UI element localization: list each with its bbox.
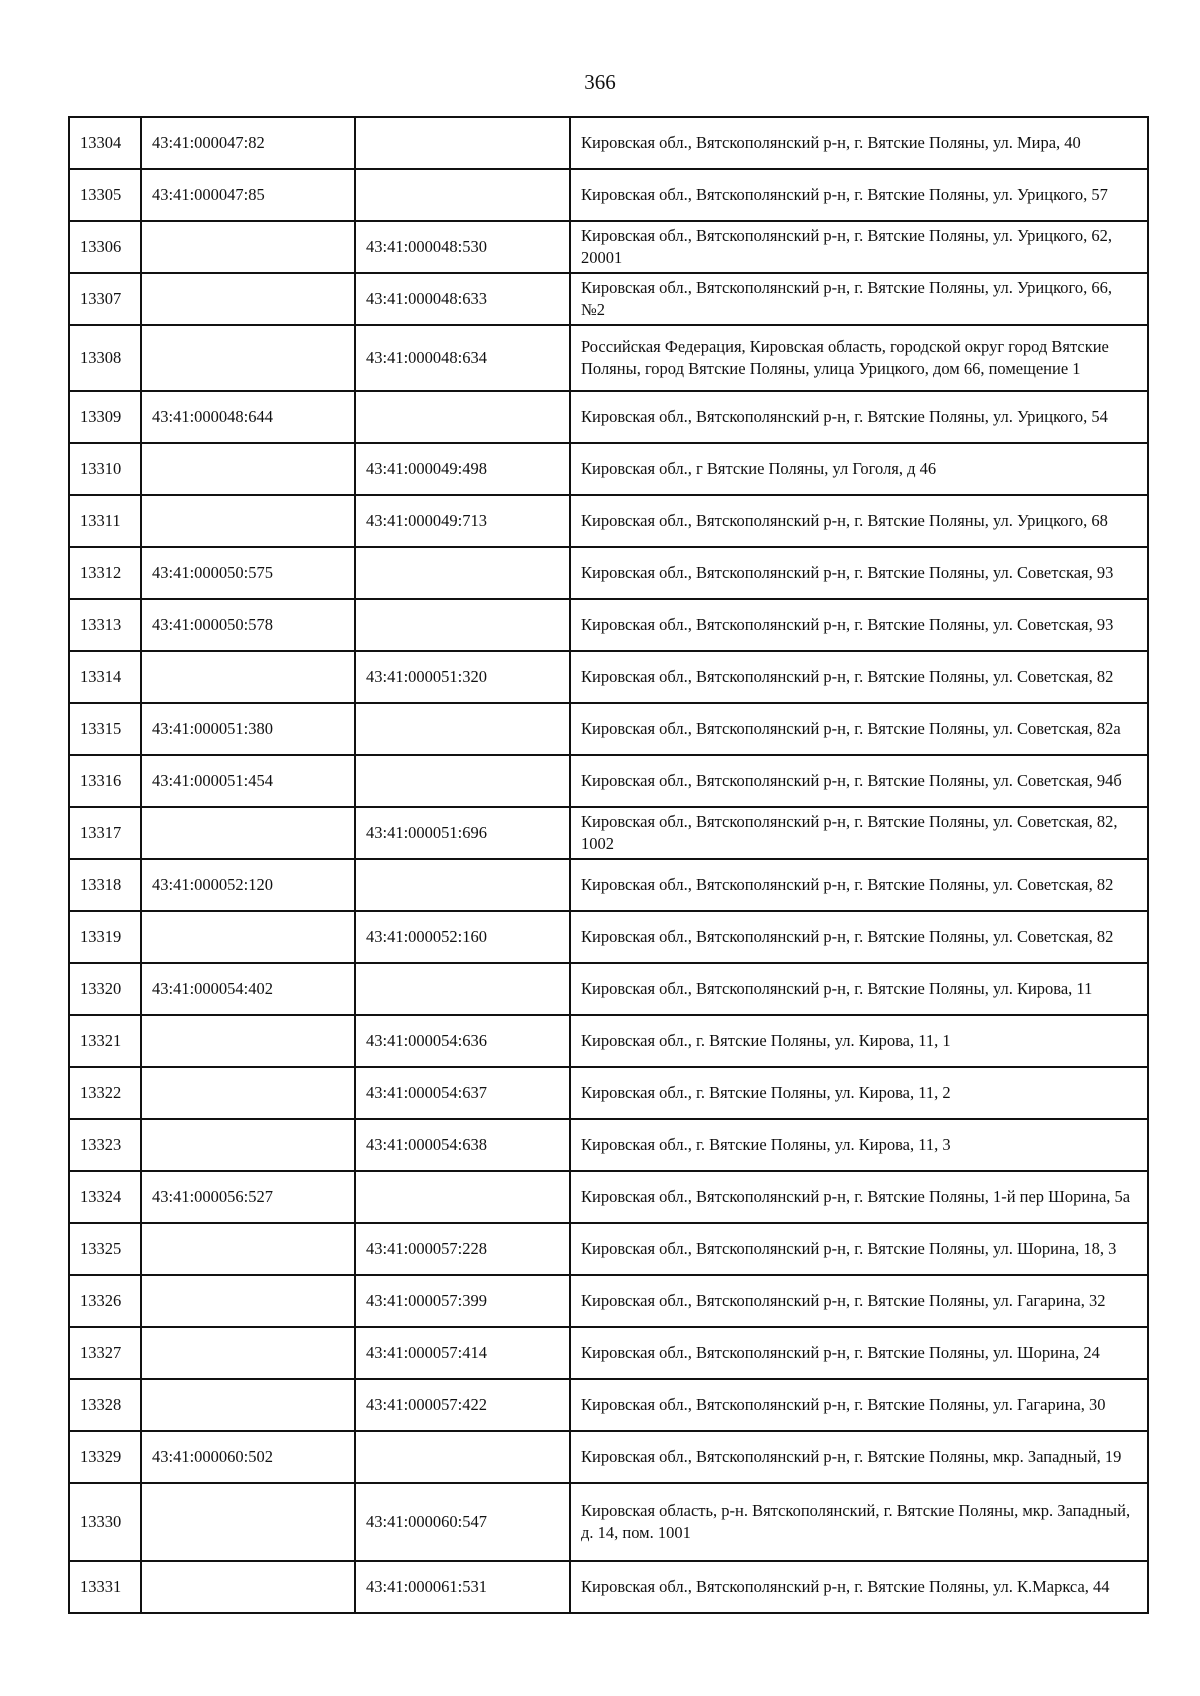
cadastral-number-a-cell xyxy=(141,221,355,273)
address-cell: Кировская обл., Вятскополянский р-н, г. Вятские Поляны, ул. Советская, 82а xyxy=(570,703,1148,755)
registry-table-body xyxy=(69,117,1148,1613)
table-row xyxy=(69,443,1148,495)
table-row xyxy=(69,221,1148,273)
cadastral-number-b-cell: 43:41:000060:547 xyxy=(355,1483,570,1561)
cadastral-number-b-cell: 43:41:000049:498 xyxy=(355,443,570,495)
address-cell: Кировская обл., Вятскополянский р-н, г. Вятские Поляны, ул. Урицкого, 62, 20001 xyxy=(570,221,1148,273)
row-number-cell: 13304 xyxy=(69,117,141,169)
cadastral-number-a-cell: 43:41:000056:527 xyxy=(141,1171,355,1223)
cadastral-number-a-cell xyxy=(141,1067,355,1119)
table-row xyxy=(69,273,1148,325)
cadastral-number-a-cell xyxy=(141,1119,355,1171)
table-row xyxy=(69,117,1148,169)
cadastral-number-b-cell: 43:41:000057:228 xyxy=(355,1223,570,1275)
table-row xyxy=(69,169,1148,221)
address-cell: Кировская обл., Вятскополянский р-н, г. Вятские Поляны, ул. Советская, 93 xyxy=(570,547,1148,599)
cadastral-number-b-cell xyxy=(355,1431,570,1483)
address-cell: Кировская обл., Вятскополянский р-н, г. Вятские Поляны, ул. Урицкого, 68 xyxy=(570,495,1148,547)
row-number-cell: 13319 xyxy=(69,911,141,963)
cadastral-number-a-cell xyxy=(141,1275,355,1327)
row-number-cell: 13310 xyxy=(69,443,141,495)
row-number-cell: 13327 xyxy=(69,1327,141,1379)
cadastral-number-b-cell: 43:41:000057:414 xyxy=(355,1327,570,1379)
table-row xyxy=(69,1275,1148,1327)
address-cell: Кировская обл., Вятскополянский р-н, г. Вятские Поляны, 1-й пер Шорина, 5а xyxy=(570,1171,1148,1223)
row-number-cell: 13323 xyxy=(69,1119,141,1171)
cadastral-number-a-cell: 43:41:000054:402 xyxy=(141,963,355,1015)
row-number-cell: 13325 xyxy=(69,1223,141,1275)
table-row xyxy=(69,495,1148,547)
row-number-cell: 13307 xyxy=(69,273,141,325)
cadastral-number-a-cell xyxy=(141,807,355,859)
row-number-cell: 13326 xyxy=(69,1275,141,1327)
address-cell: Кировская обл., Вятскополянский р-н, г. Вятские Поляны, ул. Гагарина, 32 xyxy=(570,1275,1148,1327)
address-cell: Кировская обл., Вятскополянский р-н, г. Вятские Поляны, ул. Советская, 82, 1002 xyxy=(570,807,1148,859)
cadastral-number-b-cell xyxy=(355,703,570,755)
cadastral-number-a-cell: 43:41:000050:578 xyxy=(141,599,355,651)
table-row xyxy=(69,1015,1148,1067)
cadastral-number-a-cell xyxy=(141,651,355,703)
address-cell: Кировская обл., Вятскополянский р-н, г. Вятские Поляны, ул. Советская, 82 xyxy=(570,859,1148,911)
cadastral-number-a-cell: 43:41:000047:82 xyxy=(141,117,355,169)
row-number-cell: 13314 xyxy=(69,651,141,703)
cadastral-number-b-cell: 43:41:000049:713 xyxy=(355,495,570,547)
cadastral-number-b-cell: 43:41:000048:633 xyxy=(355,273,570,325)
row-number-cell: 13305 xyxy=(69,169,141,221)
row-number-cell: 13330 xyxy=(69,1483,141,1561)
table-row xyxy=(69,547,1148,599)
table-row xyxy=(69,1327,1148,1379)
table-row xyxy=(69,325,1148,391)
row-number-cell: 13309 xyxy=(69,391,141,443)
table-row xyxy=(69,651,1148,703)
row-number-cell: 13331 xyxy=(69,1561,141,1613)
table-row xyxy=(69,963,1148,1015)
cadastral-number-a-cell: 43:41:000048:644 xyxy=(141,391,355,443)
cadastral-number-b-cell: 43:41:000051:696 xyxy=(355,807,570,859)
cadastral-number-b-cell: 43:41:000054:637 xyxy=(355,1067,570,1119)
row-number-cell: 13315 xyxy=(69,703,141,755)
table-row xyxy=(69,859,1148,911)
table-row xyxy=(69,1379,1148,1431)
row-number-cell: 13311 xyxy=(69,495,141,547)
address-cell: Кировская обл., Вятскополянский р-н, г. Вятские Поляны, ул. Советская, 94б xyxy=(570,755,1148,807)
table-row xyxy=(69,1431,1148,1483)
cadastral-number-b-cell: 43:41:000048:634 xyxy=(355,325,570,391)
row-number-cell: 13308 xyxy=(69,325,141,391)
page-number: 366 xyxy=(584,70,616,94)
cadastral-number-b-cell xyxy=(355,755,570,807)
address-cell: Кировская обл., Вятскополянский р-н, г. Вятские Поляны, ул. К.Маркса, 44 xyxy=(570,1561,1148,1613)
row-number-cell: 13320 xyxy=(69,963,141,1015)
row-number-cell: 13321 xyxy=(69,1015,141,1067)
address-cell: Кировская обл., г. Вятские Поляны, ул. Кирова, 11, 1 xyxy=(570,1015,1148,1067)
cadastral-number-a-cell: 43:41:000060:502 xyxy=(141,1431,355,1483)
row-number-cell: 13329 xyxy=(69,1431,141,1483)
address-cell: Кировская обл., Вятскополянский р-н, г. Вятские Поляны, ул. Мира, 40 xyxy=(570,117,1148,169)
cadastral-number-a-cell xyxy=(141,1015,355,1067)
table-row xyxy=(69,755,1148,807)
cadastral-number-a-cell xyxy=(141,325,355,391)
cadastral-number-b-cell xyxy=(355,859,570,911)
address-cell: Кировская обл., г Вятские Поляны, ул Гоголя, д 46 xyxy=(570,443,1148,495)
row-number-cell: 13324 xyxy=(69,1171,141,1223)
address-cell: Кировская обл., Вятскополянский р-н, г. Вятские Поляны, ул. Шорина, 18, 3 xyxy=(570,1223,1148,1275)
cadastral-number-b-cell xyxy=(355,963,570,1015)
address-cell: Кировская обл., Вятскополянский р-н, г. Вятские Поляны, ул. Советская, 82 xyxy=(570,911,1148,963)
row-number-cell: 13316 xyxy=(69,755,141,807)
cadastral-number-a-cell xyxy=(141,911,355,963)
address-cell: Кировская обл., г. Вятские Поляны, ул. Кирова, 11, 2 xyxy=(570,1067,1148,1119)
cadastral-number-b-cell: 43:41:000054:638 xyxy=(355,1119,570,1171)
cadastral-number-b-cell xyxy=(355,391,570,443)
table-row xyxy=(69,703,1148,755)
table-row xyxy=(69,1067,1148,1119)
cadastral-number-b-cell xyxy=(355,547,570,599)
cadastral-number-a-cell: 43:41:000047:85 xyxy=(141,169,355,221)
cadastral-number-a-cell xyxy=(141,1379,355,1431)
cadastral-number-b-cell: 43:41:000052:160 xyxy=(355,911,570,963)
address-cell: Кировская обл., г. Вятские Поляны, ул. Кирова, 11, 3 xyxy=(570,1119,1148,1171)
cadastral-number-b-cell: 43:41:000061:531 xyxy=(355,1561,570,1613)
address-cell: Кировская обл., Вятскополянский р-н, г. Вятские Поляны, ул. Кирова, 11 xyxy=(570,963,1148,1015)
table-row xyxy=(69,1223,1148,1275)
cadastral-number-a-cell: 43:41:000052:120 xyxy=(141,859,355,911)
table-row xyxy=(69,599,1148,651)
address-cell: Российская Федерация, Кировская область, городской округ город Вятские Поляны, город Вятские Поляны, улица Урицкого, дом 66, помещение 1 xyxy=(570,325,1148,391)
table-row xyxy=(69,1119,1148,1171)
registry-table xyxy=(68,116,1149,1614)
cadastral-number-b-cell xyxy=(355,599,570,651)
address-cell: Кировская обл., Вятскополянский р-н, г. Вятские Поляны, ул. Урицкого, 54 xyxy=(570,391,1148,443)
cadastral-number-a-cell xyxy=(141,443,355,495)
table-row xyxy=(69,391,1148,443)
cadastral-number-b-cell: 43:41:000057:399 xyxy=(355,1275,570,1327)
row-number-cell: 13328 xyxy=(69,1379,141,1431)
table-row xyxy=(69,1561,1148,1613)
row-number-cell: 13306 xyxy=(69,221,141,273)
row-number-cell: 13313 xyxy=(69,599,141,651)
cadastral-number-b-cell xyxy=(355,169,570,221)
address-cell: Кировская обл., Вятскополянский р-н, г. Вятские Поляны, ул. Шорина, 24 xyxy=(570,1327,1148,1379)
cadastral-number-b-cell: 43:41:000054:636 xyxy=(355,1015,570,1067)
row-number-cell: 13312 xyxy=(69,547,141,599)
row-number-cell: 13322 xyxy=(69,1067,141,1119)
cadastral-number-a-cell xyxy=(141,1561,355,1613)
address-cell: Кировская обл., Вятскополянский р-н, г. Вятские Поляны, ул. Урицкого, 57 xyxy=(570,169,1148,221)
cadastral-number-b-cell xyxy=(355,1171,570,1223)
cadastral-number-b-cell xyxy=(355,117,570,169)
address-cell: Кировская обл., Вятскополянский р-н, г. Вятские Поляны, ул. Советская, 93 xyxy=(570,599,1148,651)
cadastral-number-b-cell: 43:41:000057:422 xyxy=(355,1379,570,1431)
table-row xyxy=(69,911,1148,963)
cadastral-number-a-cell xyxy=(141,1223,355,1275)
address-cell: Кировская обл., Вятскополянский р-н, г. Вятские Поляны, ул. Советская, 82 xyxy=(570,651,1148,703)
table-row xyxy=(69,1483,1148,1561)
row-number-cell: 13318 xyxy=(69,859,141,911)
cadastral-number-a-cell xyxy=(141,495,355,547)
cadastral-number-b-cell: 43:41:000048:530 xyxy=(355,221,570,273)
cadastral-number-a-cell xyxy=(141,1327,355,1379)
address-cell: Кировская область, р-н. Вятскополянский, г. Вятские Поляны, мкр. Западный, д. 14, пом. 1001 xyxy=(570,1483,1148,1561)
cadastral-number-a-cell: 43:41:000051:380 xyxy=(141,703,355,755)
cadastral-number-a-cell: 43:41:000051:454 xyxy=(141,755,355,807)
address-cell: Кировская обл., Вятскополянский р-н, г. Вятские Поляны, ул. Урицкого, 66, №2 xyxy=(570,273,1148,325)
cadastral-number-a-cell xyxy=(141,273,355,325)
row-number-cell: 13317 xyxy=(69,807,141,859)
cadastral-number-a-cell: 43:41:000050:575 xyxy=(141,547,355,599)
table-row xyxy=(69,807,1148,859)
cadastral-number-b-cell: 43:41:000051:320 xyxy=(355,651,570,703)
table-row xyxy=(69,1171,1148,1223)
cadastral-number-a-cell xyxy=(141,1483,355,1561)
address-cell: Кировская обл., Вятскополянский р-н, г. Вятские Поляны, мкр. Западный, 19 xyxy=(570,1431,1148,1483)
address-cell: Кировская обл., Вятскополянский р-н, г. Вятские Поляны, ул. Гагарина, 30 xyxy=(570,1379,1148,1431)
